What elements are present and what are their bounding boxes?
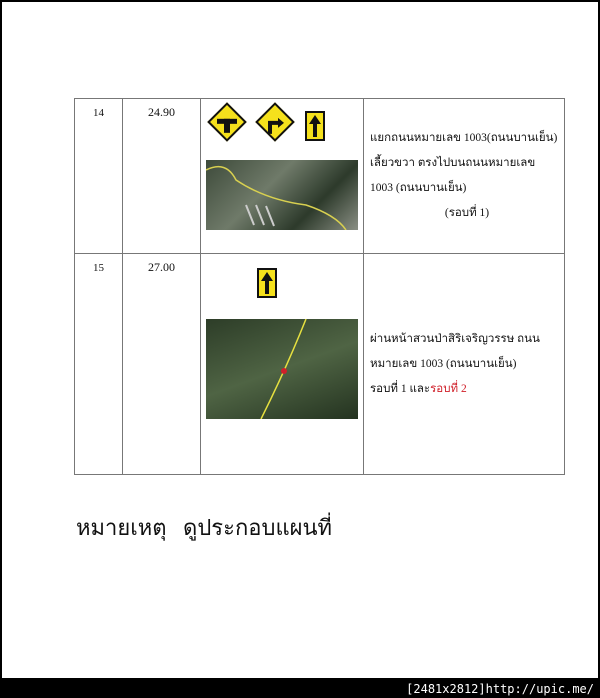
desc-line: รอบที่ 1 และ	[370, 382, 431, 395]
straight-ahead-sign-icon	[305, 111, 325, 141]
desc-line: (รอบที่ 1)	[444, 207, 490, 219]
desc-line: แยกถนนหมายเลข 1003(ถนนบานเย็น)	[370, 132, 558, 144]
desc-line: ผ่านหน้าสวนป่าสิริเจริญวรรษ ถนน	[370, 332, 540, 345]
desc-highlight: รอบที่ 2	[430, 382, 467, 395]
description	[364, 254, 565, 475]
note-text: หมายเหตุ ดูประกอบแผนที่	[76, 515, 333, 540]
satellite-map-image	[206, 160, 358, 230]
image-size-watermark: [2481x2812]http://upic.me/	[406, 682, 594, 696]
straight-ahead-sign-icon	[257, 268, 277, 298]
satellite-map-image	[206, 319, 358, 419]
table-row	[75, 99, 565, 254]
desc-line: เลี้ยวขวา ตรงไปบนถนนหมายเลข	[370, 157, 536, 169]
distance: 24.90	[123, 99, 201, 254]
route-table	[74, 98, 565, 475]
description	[364, 99, 565, 254]
row-number: 15	[75, 254, 123, 475]
row-number: 14	[75, 99, 123, 254]
distance: 27.00	[123, 254, 201, 475]
signs-cell	[201, 99, 364, 254]
desc-line: หมายเลข 1003 (ถนนบานเย็น)	[370, 357, 517, 370]
t-junction-sign-icon	[207, 102, 247, 142]
turn-right-sign-icon	[255, 102, 295, 142]
signs-cell	[201, 254, 364, 475]
table-row	[75, 254, 565, 475]
document-page	[2, 2, 598, 678]
desc-line: 1003 (ถนนบานเย็น)	[370, 182, 467, 194]
